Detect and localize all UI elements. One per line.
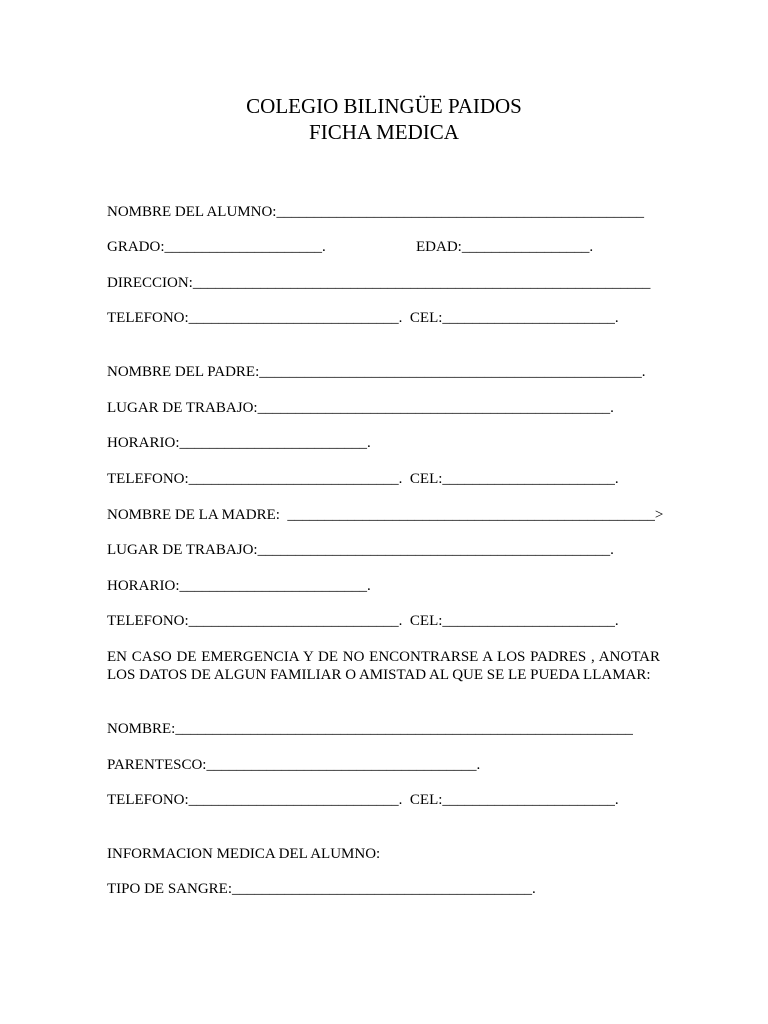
student-name-field[interactable]: NOMBRE DEL ALUMNO:_________________________________________________ (107, 204, 644, 220)
mother-schedule-field[interactable]: HORARIO:_________________________. (107, 578, 371, 594)
mother-name-field[interactable]: NOMBRE DE LA MADRE: _________________________________________________> (107, 507, 664, 523)
student-address-field[interactable]: DIRECCION:_____________________________________________________________ (107, 275, 651, 291)
mother-work-field[interactable]: LUGAR DE TRABAJO:_______________________________________________. (107, 542, 614, 558)
father-schedule-field[interactable]: HORARIO:_________________________. (107, 435, 371, 451)
school-name: COLEGIO BILINGÜE PAIDOS (246, 94, 522, 118)
emergency-relationship-field[interactable]: PARENTESCO:____________________________________. (107, 757, 481, 773)
student-phone-field[interactable]: TELEFONO:____________________________. CEL:_______________________. (107, 310, 619, 326)
emergency-instructions: EN CASO DE EMERGENCIA Y DE NO ENCONTRARSE A LOS PADRES , ANOTAR LOS DATOS DE ALGUN FAMILIAR O AMISTAD AL QUE SE LE PUEDA LLAMAR: (107, 649, 660, 683)
emergency-phone-field[interactable]: TELEFONO:____________________________. CEL:_______________________. (107, 792, 619, 808)
mother-phone-field[interactable]: TELEFONO:____________________________. CEL:_______________________. (107, 613, 619, 629)
student-age-field[interactable]: EDAD:_________________. (416, 239, 594, 255)
blood-type-field[interactable]: TIPO DE SANGRE:________________________________________. (107, 881, 536, 897)
father-name-field[interactable]: NOMBRE DEL PADRE:___________________________________________________. (107, 364, 646, 380)
medical-section-title: INFORMACION MEDICA DEL ALUMNO: (107, 846, 381, 862)
father-phone-field[interactable]: TELEFONO:____________________________. CEL:_______________________. (107, 471, 619, 487)
form-title: FICHA MEDICA (309, 120, 459, 144)
student-grade-field[interactable]: GRADO:_____________________. (107, 239, 326, 255)
emergency-name-field[interactable]: NOMBRE:_____________________________________________________________ (107, 721, 633, 737)
father-work-field[interactable]: LUGAR DE TRABAJO:_______________________________________________. (107, 400, 614, 416)
